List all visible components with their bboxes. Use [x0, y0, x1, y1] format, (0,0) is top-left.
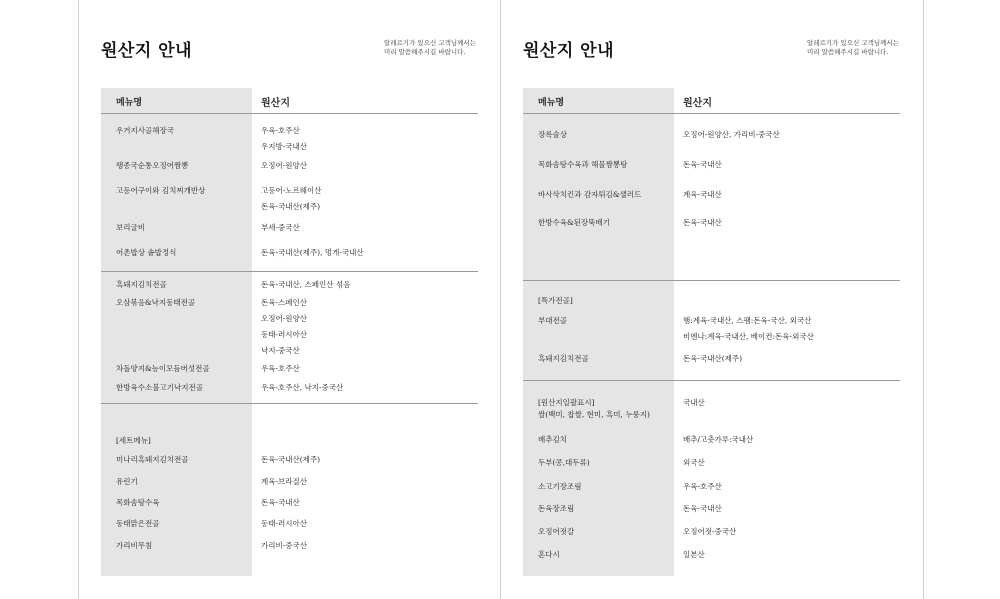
menu-name-line: [세트메뉴] [116, 436, 151, 445]
origin-info [261, 298, 476, 355]
menu-name-line: 동태맑은전골 [116, 519, 160, 528]
menu-name-line: 한방수육&된장뚝배기 [538, 218, 610, 227]
menu-name-line: 바사삭치킨과 감자튀김&샐러드 [538, 190, 642, 199]
origin-info [261, 161, 476, 170]
menu-name-line: 미나리흑돼지김치전골 [116, 455, 189, 464]
origin-line: 우육-호주산 [261, 364, 300, 373]
menu-name-line: 두부(콩,대두류) [538, 458, 590, 467]
menu-name [116, 383, 256, 392]
origin-info [261, 541, 476, 550]
menu-name [538, 527, 678, 536]
menu-name-line: 어촌밥상 솥밥정식 [116, 248, 177, 257]
origin-info [683, 458, 898, 467]
menu-name [538, 296, 678, 305]
origin-line: 돈육-국내산 [261, 498, 300, 507]
menu-name [116, 436, 256, 445]
origin-line: 돈육-국내산 [683, 218, 722, 227]
menu-name [116, 298, 256, 307]
origin-info [683, 550, 898, 559]
menu-name-line: 장록술상 [538, 130, 567, 139]
menu-name-line: 한방육수소불고기낙지전골 [116, 383, 203, 392]
menu-name-line: 소고기장조림 [538, 482, 582, 491]
menu-name-line: [원산지일괄표시] [538, 398, 595, 407]
menu-name-line: 배추김치 [538, 435, 567, 444]
origin-info [683, 190, 898, 199]
origin-info [261, 519, 476, 528]
right-page [501, 0, 924, 599]
page-title: 원산지 안내 [523, 41, 615, 61]
menu-name-line: 혼다시 [538, 550, 560, 559]
menu-name-line: 오삼볶음&낙지동태전골 [116, 298, 196, 307]
menu-name [538, 316, 678, 325]
origin-line: 계육-국내산 [683, 190, 722, 199]
menu-name-line: 부대전골 [538, 316, 567, 325]
menu-name-line: 유린기 [116, 477, 138, 486]
origin-info [683, 218, 898, 227]
menu-name-line: 흑돼지김치전골 [116, 280, 167, 289]
menu-name-line: 땡종국순통오징어짬뽕 [116, 161, 189, 170]
menu-name [538, 458, 678, 467]
left-page [78, 0, 501, 599]
allergy-note: 알레르기가 있으신 고객님께서는 미리 말씀해주시길 바랍니다. [806, 39, 899, 56]
origin-header: 원산지 [683, 98, 712, 109]
section-divider [523, 380, 900, 381]
menu-name-line: 흑돼지김치전골 [538, 354, 589, 363]
origin-info [683, 160, 898, 169]
menu-name-line: 목화솜탕수육 [116, 498, 160, 507]
menu-name-line: 가리비무침 [116, 541, 153, 550]
menu-name-line: 목화솜탕수육과 해물짬뽕탕 [538, 160, 628, 169]
origin-info [683, 435, 898, 444]
origin-line: 동태-러시아산 [261, 519, 308, 528]
menu-name-line: 오징어젓갈 [538, 527, 575, 536]
menu-name [116, 364, 256, 373]
table-header [523, 88, 900, 114]
page-title: 원산지 안내 [101, 41, 193, 61]
origin-line: 돈육-국내산(제주) [261, 455, 321, 464]
menu-name-header: 메뉴명 [116, 98, 143, 108]
origin-line: 가리비-중국산 [261, 541, 308, 550]
origin-info [261, 383, 476, 392]
origin-info [261, 280, 476, 289]
origin-line: 오징어-원양산, 가리비-중국산 [683, 130, 780, 139]
origin-header: 원산지 [261, 98, 290, 109]
menu-name [116, 186, 256, 195]
origin-line: 오징어젓-중국산 [683, 527, 737, 536]
origin-line: 비엔나:계육-국내산, 베이컨:돈육-외국산 [683, 332, 814, 341]
origin-info [261, 126, 476, 151]
menu-name [538, 435, 678, 444]
origin-info [261, 455, 476, 464]
origin-info [683, 316, 898, 341]
menu-name [538, 190, 678, 199]
menu-name [538, 482, 678, 491]
menu-name-header: 메뉴명 [538, 98, 565, 108]
origin-info [683, 527, 898, 536]
menu-name [116, 498, 256, 507]
menu-name-line: 차돌양지&능이모듬버섯전골 [116, 364, 210, 373]
origin-line: 동태-러시아산 [261, 330, 308, 339]
section-divider [523, 280, 900, 281]
origin-line: 일본산 [683, 550, 705, 559]
menu-name [538, 160, 678, 169]
origin-line: 돈육-국내산 [683, 504, 722, 513]
menu-name [116, 455, 256, 464]
menu-name-line: 쌀(백미, 찹쌀, 현미, 흑미, 누룽지) [538, 410, 650, 419]
origin-info [261, 248, 476, 257]
menu-name [116, 541, 256, 550]
menu-name [538, 398, 678, 419]
origin-info [261, 364, 476, 373]
origin-line: 돈육-스페인산 [261, 298, 308, 307]
origin-line: 국내산 [683, 398, 705, 407]
section-divider [101, 403, 478, 404]
menu-name [116, 126, 256, 135]
origin-line: 우육-호주산, 낙지-중국산 [261, 383, 344, 392]
origin-info [683, 482, 898, 491]
origin-info [683, 398, 898, 407]
origin-line: 외국산 [683, 458, 705, 467]
origin-info [261, 223, 476, 232]
origin-line: 오징어-원양산 [261, 314, 308, 323]
origin-line: 돈육-국내산, 스페인산 섞음 [261, 280, 351, 289]
menu-name [116, 248, 256, 257]
menu-name-line: 돈육장조림 [538, 504, 575, 513]
menu-name [538, 354, 678, 363]
menu-name [116, 477, 256, 486]
origin-line: 낙지-중국산 [261, 346, 300, 355]
menu-name-line: 고등어구이와 김치찌개반상 [116, 186, 206, 195]
origin-line: 배추/고춧가루:국내산 [683, 435, 754, 444]
allergy-note: 알레르기가 있으신 고객님께서는 미리 말씀해주시길 바랍니다. [383, 39, 476, 56]
menu-name-line: [특가전골] [538, 296, 573, 305]
origin-line: 돈육-국내산 [683, 160, 722, 169]
menu-name-line: 우거지사골해장국 [116, 126, 174, 135]
origin-line: 우육-호주산 [261, 126, 300, 135]
origin-info [261, 477, 476, 486]
origin-line: 돈육-국내산(제주), 멍게-국내산 [261, 248, 364, 257]
menu-name [116, 519, 256, 528]
origin-line: 계육-브라질산 [261, 477, 308, 486]
menu-name [116, 280, 256, 289]
menu-name-line: 보리굴비 [116, 223, 145, 232]
menu-name [116, 161, 256, 170]
origin-info [261, 186, 476, 211]
origin-line: 고등어-노르웨이산 [261, 186, 322, 195]
origin-info [261, 498, 476, 507]
table-header [101, 88, 478, 114]
menu-name [116, 223, 256, 232]
origin-line: 오징어-원양산 [261, 161, 308, 170]
menu-name [538, 218, 678, 227]
origin-info [683, 504, 898, 513]
origin-line: 부세-중국산 [261, 223, 300, 232]
origin-info [683, 130, 898, 139]
origin-line: 돈육-국내산(제주) [261, 202, 321, 211]
menu-name [538, 130, 678, 139]
origin-info [683, 354, 898, 363]
origin-line: 햄:계육-국내산, 스팸:돈육-국산, 외국산 [683, 316, 812, 325]
section-divider [101, 271, 478, 272]
origin-line: 우육-호주산 [683, 482, 722, 491]
menu-name [538, 550, 678, 559]
menu-name [538, 504, 678, 513]
origin-line: 돈육-국내산(제주) [683, 354, 743, 363]
origin-line: 우지방-국내산 [261, 142, 308, 151]
